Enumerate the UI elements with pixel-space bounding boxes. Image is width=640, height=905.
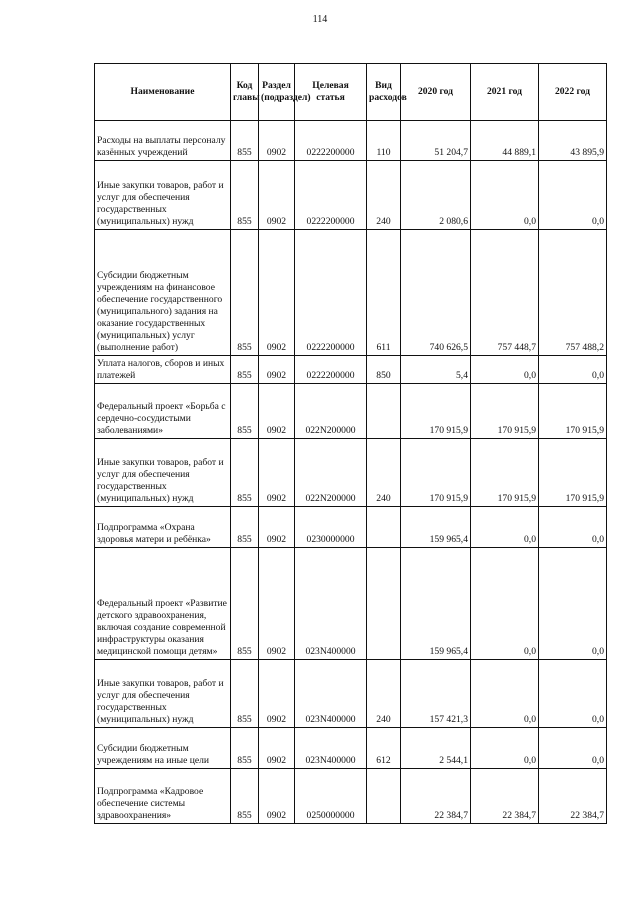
table-row xyxy=(95,230,607,356)
cell-chapter: 855 xyxy=(231,161,259,230)
cell-type xyxy=(367,548,401,660)
cell-chapter: 855 xyxy=(231,356,259,384)
cell-2021: 0,0 xyxy=(471,548,539,660)
cell-chapter: 855 xyxy=(231,230,259,356)
cell-type xyxy=(367,769,401,824)
cell-article: 023N400000 xyxy=(295,548,367,660)
cell-2021: 22 384,7 xyxy=(471,769,539,824)
cell-2021: 170 915,9 xyxy=(471,439,539,507)
cell-chapter: 855 xyxy=(231,439,259,507)
table-row xyxy=(95,439,607,507)
cell-type: 611 xyxy=(367,230,401,356)
cell-2022: 0,0 xyxy=(539,356,607,384)
table-row xyxy=(95,769,607,824)
cell-type: 240 xyxy=(367,161,401,230)
cell-section: 0902 xyxy=(259,660,295,728)
cell-section: 0902 xyxy=(259,356,295,384)
cell-chapter: 855 xyxy=(231,660,259,728)
cell-section: 0902 xyxy=(259,769,295,824)
cell-2020: 5,4 xyxy=(401,356,471,384)
cell-2020: 740 626,5 xyxy=(401,230,471,356)
cell-article: 0230000000 xyxy=(295,507,367,548)
table-row xyxy=(95,728,607,769)
cell-name: Субсидии бюджетным учреждениям на финансовое обеспечение государственного (муниципального) задания на оказание государственных (муниципальных) услуг (выполнение работ) xyxy=(95,230,231,356)
header-section: Раздел (подраздел) xyxy=(259,64,295,121)
cell-article: 0222200000 xyxy=(295,356,367,384)
cell-chapter: 855 xyxy=(231,121,259,161)
cell-section: 0902 xyxy=(259,548,295,660)
page-number: 114 xyxy=(312,14,328,25)
table-row xyxy=(95,660,607,728)
cell-type: 110 xyxy=(367,121,401,161)
cell-2020: 170 915,9 xyxy=(401,384,471,439)
cell-type: 240 xyxy=(367,660,401,728)
cell-article: 0250000000 xyxy=(295,769,367,824)
cell-article: 022N200000 xyxy=(295,439,367,507)
table-row xyxy=(95,548,607,660)
cell-type: 612 xyxy=(367,728,401,769)
header-2020: 2020 год xyxy=(401,64,471,121)
cell-2021: 44 889,1 xyxy=(471,121,539,161)
cell-chapter: 855 xyxy=(231,548,259,660)
cell-type: 240 xyxy=(367,439,401,507)
cell-2021: 0,0 xyxy=(471,356,539,384)
cell-2022: 0,0 xyxy=(539,161,607,230)
header-name: Наименование xyxy=(95,64,231,121)
cell-article: 023N400000 xyxy=(295,728,367,769)
cell-name: Иные закупки товаров, работ и услуг для обеспечения государственных (муниципальных) нужд xyxy=(95,660,231,728)
cell-2021: 757 448,7 xyxy=(471,230,539,356)
cell-section: 0902 xyxy=(259,161,295,230)
cell-name: Расходы на выплаты персоналу казённых учреждений xyxy=(95,121,231,161)
cell-section: 0902 xyxy=(259,728,295,769)
cell-name: Подпрограмма «Охрана здоровья матери и ребёнка» xyxy=(95,507,231,548)
cell-2020: 22 384,7 xyxy=(401,769,471,824)
cell-2022: 170 915,9 xyxy=(539,439,607,507)
cell-2020: 159 965,4 xyxy=(401,548,471,660)
cell-2022: 170 915,9 xyxy=(539,384,607,439)
header-2022: 2022 год xyxy=(539,64,607,121)
cell-name: Федеральный проект «Развитие детского здравоохранения, включая создание современной инфраструктуры оказания медицинской помощи детям» xyxy=(95,548,231,660)
cell-chapter: 855 xyxy=(231,507,259,548)
cell-name: Субсидии бюджетным учреждениям на иные цели xyxy=(95,728,231,769)
cell-section: 0902 xyxy=(259,507,295,548)
header-2021: 2021 год xyxy=(471,64,539,121)
cell-section: 0902 xyxy=(259,439,295,507)
cell-2020: 170 915,9 xyxy=(401,439,471,507)
cell-2021: 0,0 xyxy=(471,507,539,548)
cell-section: 0902 xyxy=(259,230,295,356)
cell-2022: 22 384,7 xyxy=(539,769,607,824)
cell-2021: 0,0 xyxy=(471,161,539,230)
cell-2021: 0,0 xyxy=(471,728,539,769)
cell-chapter: 855 xyxy=(231,384,259,439)
cell-2022: 0,0 xyxy=(539,548,607,660)
cell-article: 023N400000 xyxy=(295,660,367,728)
cell-name: Иные закупки товаров, работ и услуг для обеспечения государственных (муниципальных) нужд xyxy=(95,439,231,507)
table-header-row xyxy=(95,64,607,121)
cell-name: Федеральный проект «Борьба с сердечно-сосудистыми заболеваниями» xyxy=(95,384,231,439)
cell-2020: 157 421,3 xyxy=(401,660,471,728)
header-chapter-code: Код главы xyxy=(231,64,259,121)
cell-2022: 0,0 xyxy=(539,507,607,548)
cell-name: Подпрограмма «Кадровое обеспечение системы здравоохранения» xyxy=(95,769,231,824)
table-row xyxy=(95,507,607,548)
cell-type xyxy=(367,384,401,439)
budget-table xyxy=(94,63,607,824)
cell-type xyxy=(367,507,401,548)
cell-name: Уплата налогов, сборов и иных платежей xyxy=(95,356,231,384)
header-expense-type: Вид расходов xyxy=(367,64,401,121)
table-row xyxy=(95,384,607,439)
cell-article: 022N200000 xyxy=(295,384,367,439)
cell-2022: 43 895,9 xyxy=(539,121,607,161)
cell-2020: 2 544,1 xyxy=(401,728,471,769)
table-row xyxy=(95,356,607,384)
cell-article: 0222200000 xyxy=(295,161,367,230)
cell-2020: 2 080,6 xyxy=(401,161,471,230)
cell-2022: 0,0 xyxy=(539,728,607,769)
cell-section: 0902 xyxy=(259,121,295,161)
cell-2021: 170 915,9 xyxy=(471,384,539,439)
cell-name: Иные закупки товаров, работ и услуг для обеспечения государственных (муниципальных) нужд xyxy=(95,161,231,230)
cell-2022: 757 488,2 xyxy=(539,230,607,356)
cell-chapter: 855 xyxy=(231,769,259,824)
table-row xyxy=(95,121,607,161)
cell-article: 0222200000 xyxy=(295,121,367,161)
cell-section: 0902 xyxy=(259,384,295,439)
header-target-article: Целевая статья xyxy=(295,64,367,121)
cell-2020: 159 965,4 xyxy=(401,507,471,548)
table-row xyxy=(95,161,607,230)
cell-article: 0222200000 xyxy=(295,230,367,356)
cell-2021: 0,0 xyxy=(471,660,539,728)
cell-2020: 51 204,7 xyxy=(401,121,471,161)
cell-type: 850 xyxy=(367,356,401,384)
cell-2022: 0,0 xyxy=(539,660,607,728)
cell-chapter: 855 xyxy=(231,728,259,769)
